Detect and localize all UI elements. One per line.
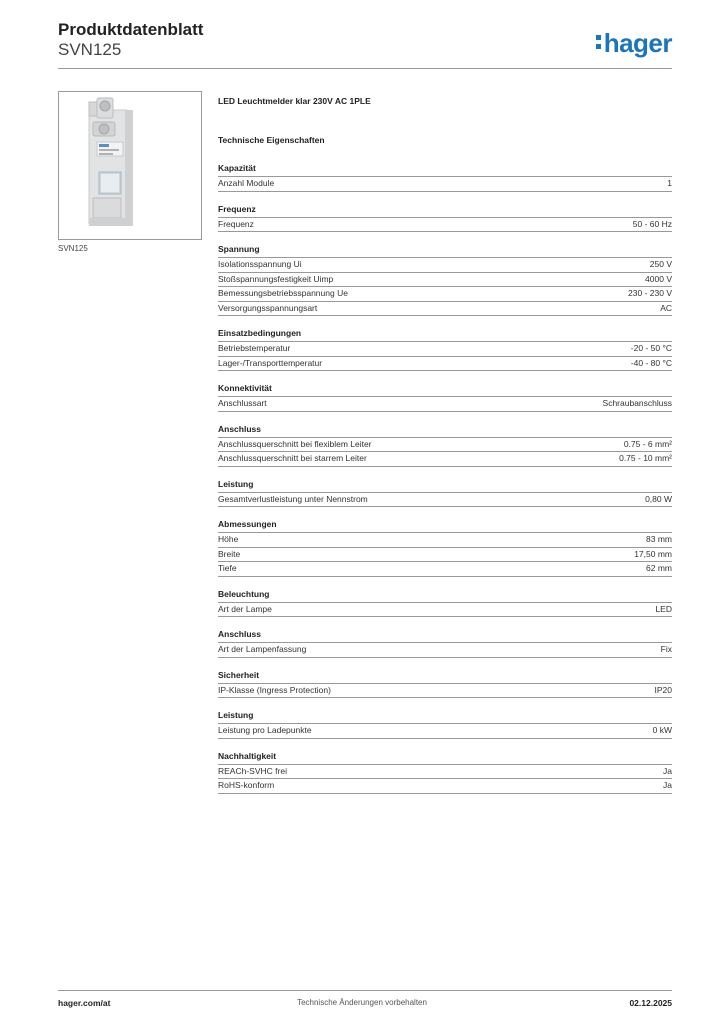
- spec-group: [218, 589, 672, 618]
- spec-row: [218, 273, 672, 288]
- hager-logo: [596, 28, 672, 59]
- spec-label: IP-Klasse (Ingress Protection): [218, 684, 331, 695]
- spec-row: [218, 724, 672, 739]
- spec-label: Anzahl Module: [218, 178, 275, 188]
- spec-label: Frequenz: [218, 218, 254, 229]
- spec-group: [218, 479, 672, 508]
- spec-row: [218, 603, 672, 618]
- spec-row: [218, 177, 672, 192]
- spec-row: [218, 258, 672, 273]
- spec-label: Höhe: [218, 534, 239, 544]
- spec-label: Gesamtverlustleistung unter Nennstrom: [218, 493, 368, 504]
- spec-group: [218, 204, 672, 233]
- footer-disclaimer: Technische Änderungen vorbehalten: [297, 998, 427, 1007]
- product-image: [58, 91, 202, 240]
- spec-label: Lager-/Transporttemperatur: [218, 357, 323, 368]
- spec-row: [218, 765, 672, 780]
- spec-group-title: Leistung: [218, 479, 672, 493]
- spec-row: [218, 287, 672, 302]
- spec-value: 230 - 230 V: [628, 288, 672, 298]
- spec-value: 0,80 W: [645, 493, 672, 504]
- spec-label: Betriebstemperatur: [218, 343, 291, 353]
- spec-row: [218, 548, 672, 563]
- spec-groups: [218, 163, 672, 794]
- logo-text: hager: [603, 28, 672, 58]
- section-title: Technische Eigenschaften: [218, 135, 325, 145]
- spec-value: -20 - 50 °C: [630, 343, 672, 353]
- spec-row: [218, 357, 672, 372]
- spec-group-title: Leistung: [218, 710, 672, 724]
- spec-label: Stoßspannungsfestigkeit Uimp: [218, 273, 334, 284]
- spec-row: [218, 684, 672, 699]
- spec-group: [218, 629, 672, 658]
- spec-row: [218, 397, 672, 412]
- spec-label: Bemessungsbetriebsspannung Ue: [218, 288, 348, 298]
- spec-row: [218, 452, 672, 467]
- spec-row: [218, 643, 672, 658]
- din-rail-device-icon: [59, 92, 201, 239]
- spec-value: 0.75 - 6 mm²: [623, 438, 672, 449]
- spec-value: Schraubanschluss: [602, 398, 672, 408]
- spec-value: 17,50 mm: [634, 548, 672, 559]
- footer-website: hager.com/at: [58, 998, 111, 1008]
- spec-group: [218, 670, 672, 699]
- spec-row: [218, 562, 672, 577]
- spec-group-title: Frequenz: [218, 204, 672, 218]
- spec-value: Fix: [660, 644, 672, 654]
- spec-value: 83 mm: [646, 534, 672, 544]
- spec-label: Anschlussquerschnitt bei flexiblem Leiter: [218, 438, 372, 449]
- footer-date: 02.12.2025: [629, 998, 672, 1008]
- spec-group: [218, 328, 672, 371]
- spec-group-title: Einsatzbedingungen: [218, 328, 672, 342]
- spec-group: [218, 424, 672, 467]
- spec-value: LED: [655, 603, 672, 614]
- spec-group-title: Anschluss: [218, 424, 672, 438]
- spec-label: Versorgungsspannungsart: [218, 302, 318, 313]
- spec-value: IP20: [654, 684, 672, 695]
- spec-group: [218, 163, 672, 192]
- spec-group: [218, 244, 672, 316]
- spec-label: Tiefe: [218, 563, 237, 573]
- spec-value: 62 mm: [646, 563, 672, 573]
- product-image-caption: SVN125: [58, 244, 88, 253]
- spec-group-title: Nachhaltigkeit: [218, 751, 672, 765]
- spec-value: -40 - 80 °C: [630, 357, 672, 368]
- spec-value: 0.75 - 10 mm²: [619, 453, 672, 463]
- spec-group: [218, 383, 672, 412]
- spec-label: Anschlussquerschnitt bei starrem Leiter: [218, 453, 367, 463]
- spec-value: 0 kW: [652, 725, 672, 735]
- spec-value: Ja: [663, 765, 672, 776]
- spec-value: 250 V: [649, 259, 672, 269]
- spec-row: [218, 302, 672, 317]
- spec-group-title: Abmessungen: [218, 519, 672, 533]
- document-header: [58, 20, 203, 60]
- header-divider: [58, 68, 672, 69]
- spec-label: Leistung pro Ladepunkte: [218, 725, 312, 735]
- spec-label: Anschlussart: [218, 398, 267, 408]
- spec-label: Art der Lampenfassung: [218, 644, 307, 654]
- spec-value: 50 - 60 Hz: [632, 218, 672, 229]
- logo-dots-icon: [596, 28, 601, 52]
- spec-group-title: Kapazität: [218, 163, 672, 177]
- spec-label: Isolationsspannung Ui: [218, 259, 302, 269]
- spec-group-title: Spannung: [218, 244, 672, 258]
- spec-row: [218, 493, 672, 508]
- spec-group: [218, 519, 672, 577]
- spec-group: [218, 710, 672, 739]
- spec-group-title: Konnektivität: [218, 383, 672, 397]
- spec-value: Ja: [663, 780, 672, 790]
- spec-label: REACh-SVHC frei: [218, 765, 287, 776]
- product-name: LED Leuchtmelder klar 230V AC 1PLE: [218, 96, 371, 106]
- spec-label: RoHS-konform: [218, 780, 275, 790]
- page-title: Produktdatenblatt: [58, 20, 204, 39]
- footer-divider: [58, 990, 672, 991]
- spec-row: [218, 342, 672, 357]
- spec-row: [218, 218, 672, 233]
- spec-row: [218, 533, 672, 548]
- spec-label: Art der Lampe: [218, 603, 272, 614]
- spec-row: [218, 779, 672, 794]
- spec-group: [218, 751, 672, 794]
- spec-value: 4000 V: [645, 273, 672, 284]
- spec-value: AC: [660, 302, 672, 313]
- spec-group-title: Sicherheit: [218, 670, 672, 684]
- spec-value: 1: [667, 178, 672, 188]
- spec-label: Breite: [218, 548, 241, 559]
- spec-group-title: Beleuchtung: [218, 589, 672, 603]
- spec-row: [218, 438, 672, 453]
- page-subtitle: SVN125: [58, 40, 122, 59]
- spec-group-title: Anschluss: [218, 629, 672, 643]
- spec-content: [218, 96, 672, 794]
